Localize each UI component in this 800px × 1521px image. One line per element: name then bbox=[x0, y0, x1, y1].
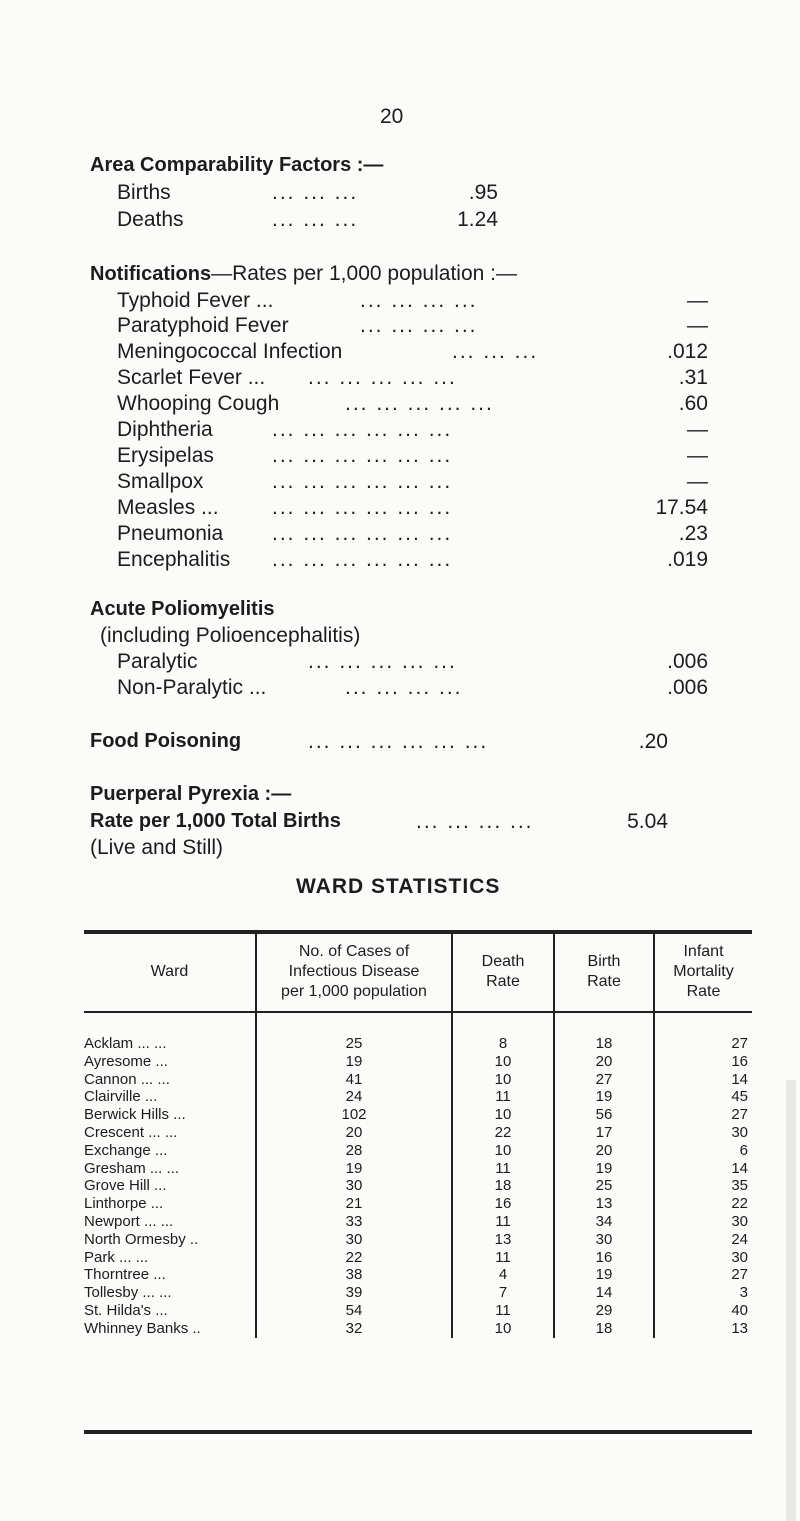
cases-cell: 22 bbox=[256, 1249, 452, 1267]
food-poisoning-label: Food Poisoning bbox=[90, 730, 242, 752]
ward-name-cell: St. Hilda's ... bbox=[84, 1301, 168, 1319]
notification-label: Scarlet Fever ... bbox=[117, 366, 266, 389]
page-edge-shadow bbox=[786, 1080, 796, 1521]
notification-value: — bbox=[687, 289, 708, 312]
notification-value: .31 bbox=[678, 366, 708, 389]
table-row bbox=[84, 1177, 752, 1195]
notification-dots: ... ... ... ... ... ... bbox=[272, 444, 453, 467]
ward-statistics-title: WARD STATISTICS bbox=[296, 875, 501, 898]
infant-mortality-cell: 16 bbox=[654, 1053, 752, 1071]
births-label: Births bbox=[117, 181, 171, 204]
table-row bbox=[84, 1053, 752, 1071]
notification-dots: ... ... ... ... ... ... bbox=[272, 522, 453, 545]
notification-label: Diphtheria bbox=[117, 418, 213, 441]
notification-value: .019 bbox=[667, 548, 708, 571]
birth-rate-cell: 20 bbox=[554, 1142, 654, 1160]
notification-label: Pneumonia bbox=[117, 522, 224, 545]
notification-label: Meningococcal Infection bbox=[117, 340, 343, 363]
infant-mortality-cell: 24 bbox=[654, 1231, 752, 1249]
infant-mortality-cell: 30 bbox=[654, 1249, 752, 1267]
death-rate-cell: 11 bbox=[452, 1160, 554, 1178]
infant-mortality-cell: 35 bbox=[654, 1177, 752, 1195]
notification-value: — bbox=[687, 314, 708, 337]
puerperal-dots: ... ... ... ... bbox=[416, 810, 534, 833]
notification-dots: ... ... ... ... ... ... bbox=[272, 418, 453, 441]
notification-label: Erysipelas bbox=[117, 444, 214, 467]
puerperal-rate-label: Rate per 1,000 Total Births bbox=[90, 810, 341, 832]
ward-name-cell: Ayresome ... bbox=[84, 1052, 168, 1070]
paralytic-value: .006 bbox=[667, 650, 708, 673]
notification-dots: ... ... ... ... bbox=[360, 314, 478, 337]
cases-cell: 30 bbox=[256, 1177, 452, 1195]
death-rate-cell: 7 bbox=[452, 1284, 554, 1302]
birth-rate-cell: 20 bbox=[554, 1053, 654, 1071]
ward-name-cell: Whinney Banks .. bbox=[84, 1319, 201, 1337]
infant-mortality-cell: 14 bbox=[654, 1071, 752, 1089]
birth-rate-cell: 34 bbox=[554, 1213, 654, 1231]
notifications-heading bbox=[90, 262, 517, 286]
ward-name-cell: Clairville ... bbox=[84, 1088, 158, 1106]
cases-cell: 54 bbox=[256, 1302, 452, 1320]
table-row bbox=[84, 1249, 752, 1267]
infant-mortality-cell: 14 bbox=[654, 1160, 752, 1178]
header-cases-line: No. of Cases of bbox=[298, 943, 410, 960]
header-death-line: Rate bbox=[486, 973, 520, 990]
header-death-rate bbox=[452, 933, 554, 1012]
cases-cell: 28 bbox=[256, 1142, 452, 1160]
birth-rate-cell: 14 bbox=[554, 1284, 654, 1302]
ward-name-cell: Linthorpe ... bbox=[84, 1195, 164, 1213]
ward-name-cell: Cannon ... ... bbox=[84, 1070, 170, 1088]
notification-value: — bbox=[687, 444, 708, 467]
death-rate-cell: 18 bbox=[452, 1177, 554, 1195]
header-cases-line: per 1,000 population bbox=[281, 983, 427, 1000]
ward-name-cell: Crescent ... ... bbox=[84, 1123, 178, 1141]
header-birth-line: Birth bbox=[587, 953, 621, 970]
table-header-row bbox=[84, 933, 752, 1012]
ward-name-cell: Berwick Hills ... bbox=[84, 1106, 186, 1124]
table-row bbox=[84, 1160, 752, 1178]
notification-value: .23 bbox=[678, 522, 708, 545]
header-birth-line: Rate bbox=[587, 973, 621, 990]
page-number: 20 bbox=[380, 105, 404, 128]
death-rate-cell: 11 bbox=[452, 1213, 554, 1231]
death-rate-cell: 11 bbox=[452, 1249, 554, 1267]
polio-heading: Acute Poliomyelitis bbox=[90, 598, 275, 620]
death-rate-cell: 22 bbox=[452, 1124, 554, 1142]
births-value: .95 bbox=[468, 181, 498, 204]
birth-rate-cell: 25 bbox=[554, 1177, 654, 1195]
cases-cell: 33 bbox=[256, 1213, 452, 1231]
death-rate-cell: 11 bbox=[452, 1302, 554, 1320]
table-body bbox=[84, 1012, 752, 1338]
infant-mortality-cell: 27 bbox=[654, 1266, 752, 1284]
birth-rate-cell: 19 bbox=[554, 1266, 654, 1284]
infant-mortality-cell: 27 bbox=[654, 1012, 752, 1053]
infant-mortality-cell: 27 bbox=[654, 1106, 752, 1124]
header-death-line: Death bbox=[481, 953, 525, 970]
table-row bbox=[84, 1213, 752, 1231]
header-cases bbox=[256, 933, 452, 1012]
notification-label: Encephalitis bbox=[117, 548, 231, 571]
cases-cell: 30 bbox=[256, 1231, 452, 1249]
death-rate-cell: 10 bbox=[452, 1106, 554, 1124]
notification-label: Paratyphoid Fever bbox=[117, 314, 289, 337]
cases-cell: 19 bbox=[256, 1160, 452, 1178]
birth-rate-cell: 19 bbox=[554, 1088, 654, 1106]
notification-dots: ... ... ... ... ... ... bbox=[272, 548, 453, 571]
cases-cell: 19 bbox=[256, 1053, 452, 1071]
table-row bbox=[84, 1302, 752, 1320]
ward-name-cell: Exchange ... bbox=[84, 1141, 168, 1159]
notification-value: .60 bbox=[678, 392, 708, 415]
ward-name-cell: Acklam ... ... bbox=[84, 1035, 167, 1052]
cases-cell: 25 bbox=[256, 1012, 452, 1053]
non-paralytic-dots: ... ... ... ... bbox=[345, 676, 463, 699]
cases-cell: 41 bbox=[256, 1071, 452, 1089]
polio-subheading: (including Polioencephalitis) bbox=[100, 624, 361, 647]
death-rate-cell: 10 bbox=[452, 1142, 554, 1160]
table-row bbox=[84, 1142, 752, 1160]
ward-name-cell: Thorntree ... bbox=[84, 1266, 166, 1284]
table-row bbox=[84, 1088, 752, 1106]
birth-rate-cell: 56 bbox=[554, 1106, 654, 1124]
paralytic-dots: ... ... ... ... ... bbox=[308, 650, 457, 673]
table-row bbox=[84, 1106, 752, 1124]
birth-rate-cell: 18 bbox=[554, 1012, 654, 1053]
death-rate-cell: 10 bbox=[452, 1320, 554, 1338]
table-row bbox=[84, 1124, 752, 1142]
deaths-label: Deaths bbox=[117, 208, 184, 231]
cases-cell: 21 bbox=[256, 1195, 452, 1213]
header-infant-mortality bbox=[654, 933, 752, 1012]
notification-dots: ... ... ... ... ... ... bbox=[272, 496, 453, 519]
notification-value: — bbox=[687, 470, 708, 493]
header-ward-text: Ward bbox=[150, 963, 189, 980]
table-row bbox=[84, 1266, 752, 1284]
birth-rate-cell: 13 bbox=[554, 1195, 654, 1213]
notification-dots: ... ... ... ... ... bbox=[308, 366, 457, 389]
ward-name-cell: Tollesby ... ... bbox=[84, 1284, 172, 1302]
ward-name-cell: Gresham ... ... bbox=[84, 1159, 180, 1177]
table-row bbox=[84, 1231, 752, 1249]
notification-label: Whooping Cough bbox=[117, 392, 280, 415]
death-rate-cell: 16 bbox=[452, 1195, 554, 1213]
death-rate-cell: 10 bbox=[452, 1053, 554, 1071]
death-rate-cell: 8 bbox=[452, 1012, 554, 1053]
birth-rate-cell: 18 bbox=[554, 1320, 654, 1338]
notifications-heading-rest: —Rates per 1,000 population :— bbox=[211, 262, 517, 285]
death-rate-cell: 4 bbox=[452, 1266, 554, 1284]
infant-mortality-cell: 45 bbox=[654, 1088, 752, 1106]
birth-rate-cell: 30 bbox=[554, 1231, 654, 1249]
table-row bbox=[84, 1320, 752, 1338]
table-row bbox=[84, 1071, 752, 1089]
births-dots: ... ... ... bbox=[272, 181, 359, 204]
notification-label: Measles ... bbox=[117, 496, 219, 519]
table-row bbox=[84, 1195, 752, 1213]
non-paralytic-label: Non-Paralytic ... bbox=[117, 676, 267, 699]
paralytic-label: Paralytic bbox=[117, 650, 198, 673]
table-bottom-rule bbox=[84, 1430, 752, 1434]
notification-label: Typhoid Fever ... bbox=[117, 289, 274, 312]
infant-mortality-cell: 3 bbox=[654, 1284, 752, 1302]
death-rate-cell: 13 bbox=[452, 1231, 554, 1249]
header-infant-line: Infant bbox=[683, 943, 724, 960]
birth-rate-cell: 16 bbox=[554, 1249, 654, 1267]
infant-mortality-cell: 30 bbox=[654, 1213, 752, 1231]
death-rate-cell: 11 bbox=[452, 1088, 554, 1106]
infant-mortality-cell: 22 bbox=[654, 1195, 752, 1213]
cases-cell: 38 bbox=[256, 1266, 452, 1284]
area-factors-heading: Area Comparability Factors :— bbox=[90, 154, 384, 176]
header-birth-rate bbox=[554, 933, 654, 1012]
notification-value: .012 bbox=[667, 340, 708, 363]
ward-name-cell: North Ormesby .. bbox=[84, 1230, 199, 1248]
infant-mortality-cell: 40 bbox=[654, 1302, 752, 1320]
deaths-value: 1.24 bbox=[457, 208, 498, 231]
header-infant-line: Mortality bbox=[673, 963, 734, 980]
puerperal-subheading: (Live and Still) bbox=[90, 836, 224, 859]
cases-cell: 102 bbox=[256, 1106, 452, 1124]
food-poisoning-value: .20 bbox=[638, 730, 668, 753]
header-cases-line: Infectious Disease bbox=[288, 963, 420, 980]
table-row bbox=[84, 1284, 752, 1302]
notification-dots: ... ... ... ... ... ... bbox=[272, 470, 453, 493]
cases-cell: 20 bbox=[256, 1124, 452, 1142]
non-paralytic-value: .006 bbox=[667, 676, 708, 699]
ward-name-cell: Grove Hill ... bbox=[84, 1177, 167, 1195]
notification-dots: ... ... ... ... bbox=[360, 289, 478, 312]
ward-name-cell: Newport ... ... bbox=[84, 1212, 174, 1230]
death-rate-cell: 10 bbox=[452, 1071, 554, 1089]
notifications-heading-bold: Notifications bbox=[90, 263, 212, 285]
birth-rate-cell: 27 bbox=[554, 1071, 654, 1089]
notification-label: Smallpox bbox=[117, 470, 204, 493]
birth-rate-cell: 29 bbox=[554, 1302, 654, 1320]
ward-name-cell: Park ... ... bbox=[84, 1248, 149, 1266]
food-poisoning-dots: ... ... ... ... ... ... bbox=[308, 730, 489, 753]
infant-mortality-cell: 13 bbox=[654, 1320, 752, 1338]
birth-rate-cell: 19 bbox=[554, 1160, 654, 1178]
header-ward bbox=[84, 933, 256, 1012]
deaths-dots: ... ... ... bbox=[272, 208, 359, 231]
notification-dots: ... ... ... ... ... bbox=[345, 392, 494, 415]
notification-value: — bbox=[687, 418, 708, 441]
infant-mortality-cell: 30 bbox=[654, 1124, 752, 1142]
puerperal-value: 5.04 bbox=[627, 810, 668, 833]
infant-mortality-cell: 6 bbox=[654, 1142, 752, 1160]
table-row bbox=[84, 1012, 752, 1053]
header-infant-line: Rate bbox=[686, 983, 721, 1000]
puerperal-heading: Puerperal Pyrexia :— bbox=[90, 783, 292, 805]
notification-value: 17.54 bbox=[655, 496, 708, 519]
cases-cell: 39 bbox=[256, 1284, 452, 1302]
cases-cell: 24 bbox=[256, 1088, 452, 1106]
cases-cell: 32 bbox=[256, 1320, 452, 1338]
birth-rate-cell: 17 bbox=[554, 1124, 654, 1142]
notification-dots: ... ... ... bbox=[452, 340, 539, 363]
ward-statistics-table bbox=[84, 933, 752, 1338]
